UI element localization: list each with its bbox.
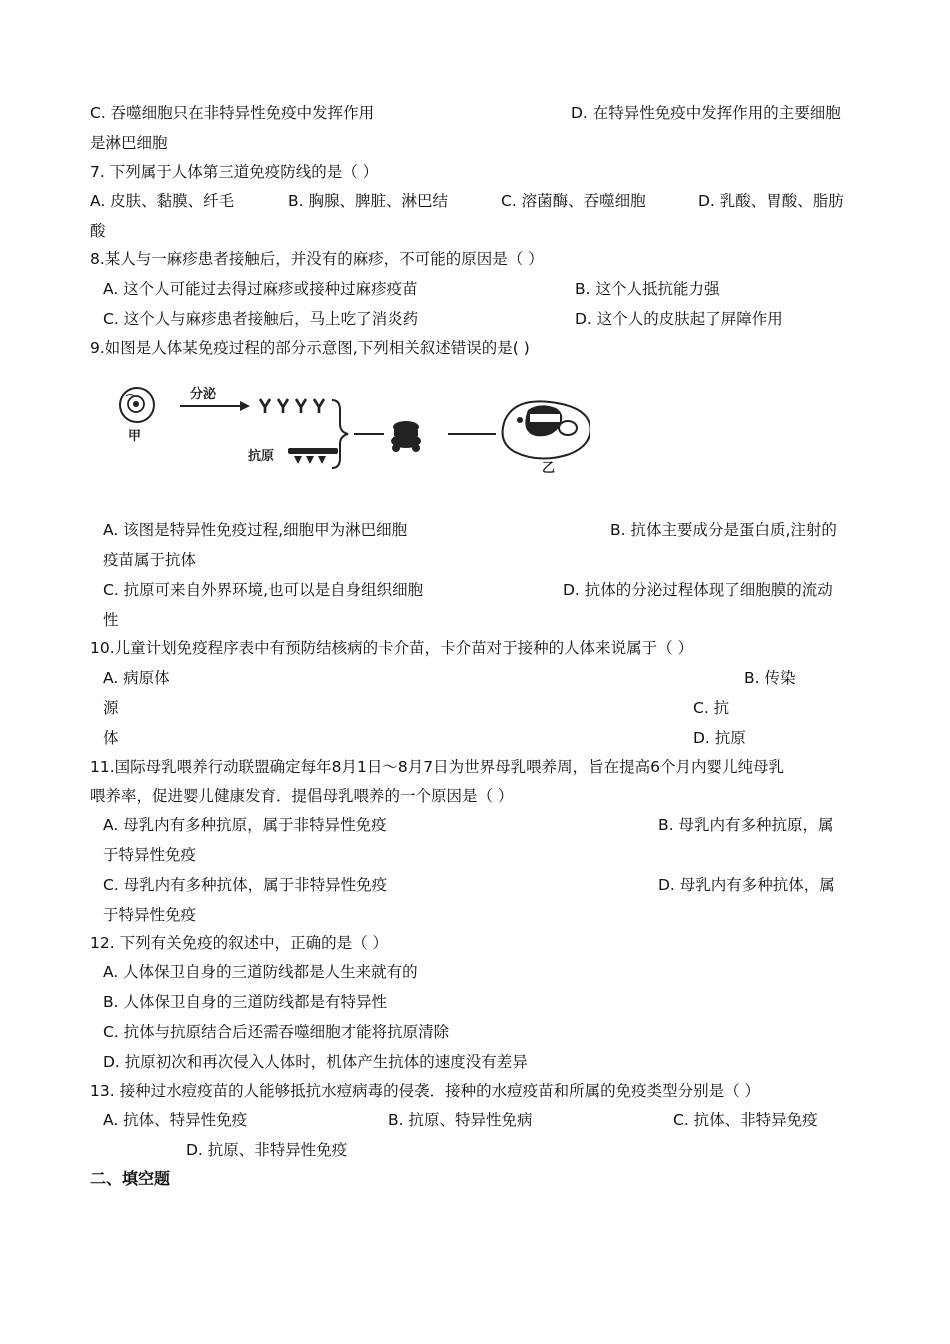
q8-option-a: A. 这个人可能过去得过麻疹或接种过麻疹疫苗 <box>103 280 418 298</box>
q12-option-a: A. 人体保卫自身的三道防线都是人生来就有的 <box>103 963 418 981</box>
q10-stem: 10.儿童计划免疫程序表中有预防结核病的卡介苗，卡介苗对于接种的人体来说属于（ ） <box>90 639 694 657</box>
q8-stem: 8.某人与一麻疹患者接触后，并没有的麻疹，不可能的原因是（ ） <box>90 250 544 268</box>
q8-option-d: D. 这个人的皮肤起了屏障作用 <box>575 310 783 328</box>
q10-option-a: A. 病原体 <box>103 669 170 687</box>
label-antigen: 抗原 <box>248 449 275 464</box>
q7-option-b: B. 胸腺、脾脏、淋巴结 <box>288 192 448 210</box>
q9-stem: 9.如图是人体某免疫过程的部分示意图,下列相关叙述错误的是( ) <box>90 339 530 357</box>
q7-option-a: A. 皮肤、黏膜、纤毛 <box>90 192 235 210</box>
q11-stem: 11.国际母乳喂养行动联盟确定每年8月1日～8月7日为世界母乳喂养周，旨在提高6个月内婴儿纯母乳 <box>90 758 784 776</box>
q10-option-b-continued: 源 <box>103 699 119 717</box>
q11-option-b-continued: 于特异性免疫 <box>103 846 197 864</box>
immune-process-diagram <box>110 372 590 482</box>
q13-option-d: D. 抗原、非特异性免疫 <box>186 1141 348 1159</box>
q13-option-b: B. 抗原、特异性免病 <box>388 1111 533 1129</box>
q10-option-c-continued: 体 <box>103 729 119 747</box>
q11-option-d: D. 母乳内有多种抗体，属 <box>658 876 835 894</box>
q12-option-c: C. 抗体与抗原结合后还需吞噬细胞才能将抗原清除 <box>103 1023 450 1041</box>
label-jia: 甲 <box>128 429 142 444</box>
q11-option-b: B. 母乳内有多种抗原，属 <box>658 816 834 834</box>
q12-option-d: D. 抗原初次和再次侵入人体时，机体产生抗体的速度没有差异 <box>103 1053 528 1071</box>
label-secrete: 分泌 <box>190 387 217 402</box>
q13-option-c: C. 抗体、非特异免疫 <box>673 1111 818 1129</box>
q6-option-d-continued: 是淋巴细胞 <box>90 134 168 152</box>
brace-icon <box>332 400 348 468</box>
antigen-antibody-complex-icon <box>391 421 421 452</box>
q12-stem: 12. 下列有关免疫的叙述中，正确的是（ ） <box>90 934 389 952</box>
secrete-arrow <box>180 401 250 411</box>
q7-option-d: D. 乳酸、胃酸、脂肪 <box>698 192 844 210</box>
q9-option-d: D. 抗体的分泌过程体现了细胞膜的流动 <box>563 581 833 599</box>
label-yi: 乙 <box>542 461 556 476</box>
q7-option-d-continued: 酸 <box>90 222 106 240</box>
q11-stem-continued: 喂养率，促进婴儿健康发育．提倡母乳喂养的一个原因是（ ） <box>90 787 514 805</box>
q13-stem: 13. 接种过水痘疫苗的人能够抵抗水痘病毒的侵袭．接种的水痘疫苗和所属的免疫类型分别是（ ） <box>90 1082 761 1100</box>
q7-stem: 7. 下列属于人体第三道免疫防线的是（ ） <box>90 163 379 181</box>
lymphocyte-cell-jia <box>120 388 154 422</box>
q9-option-a: A. 该图是特异性免疫过程,细胞甲为淋巴细胞 <box>103 521 408 539</box>
q6-option-c: C. 吞噬细胞只在非特异性免疫中发挥作用 <box>90 104 375 122</box>
q9-option-b: B. 抗体主要成分是蛋白质,注射的 <box>610 521 837 539</box>
q11-option-d-continued: 于特异性免疫 <box>103 906 197 924</box>
q10-option-d: D. 抗原 <box>693 729 746 747</box>
q6-option-d: D. 在特异性免疫中发挥作用的主要细胞 <box>571 104 841 122</box>
q13-option-a: A. 抗体、特异性免疫 <box>103 1111 248 1129</box>
antigen-icons <box>288 448 338 464</box>
section-title-fill-in: 二、填空题 <box>90 1169 171 1188</box>
q10-option-b: B. 传染 <box>744 669 796 687</box>
q9-option-d-continued: 性 <box>103 611 119 629</box>
q12-option-b: B. 人体保卫自身的三道防线都是有特异性 <box>103 993 387 1011</box>
q7-option-c: C. 溶菌酶、吞噬细胞 <box>501 192 646 210</box>
q8-option-c: C. 这个人与麻疹患者接触后，马上吃了消炎药 <box>103 310 419 328</box>
q8-option-b: B. 这个人抵抗能力强 <box>575 280 720 298</box>
phagocyte-cell-yi <box>503 401 590 458</box>
q11-option-a: A. 母乳内有多种抗原，属于非特异性免疫 <box>103 816 387 834</box>
q9-option-b-continued: 疫苗属于抗体 <box>103 551 197 569</box>
q10-option-c: C. 抗 <box>693 699 730 717</box>
antibody-icons <box>260 399 324 413</box>
q9-option-c: C. 抗原可来自外界环境,也可以是自身组织细胞 <box>103 581 424 599</box>
q11-option-c: C. 母乳内有多种抗体，属于非特异性免疫 <box>103 876 388 894</box>
